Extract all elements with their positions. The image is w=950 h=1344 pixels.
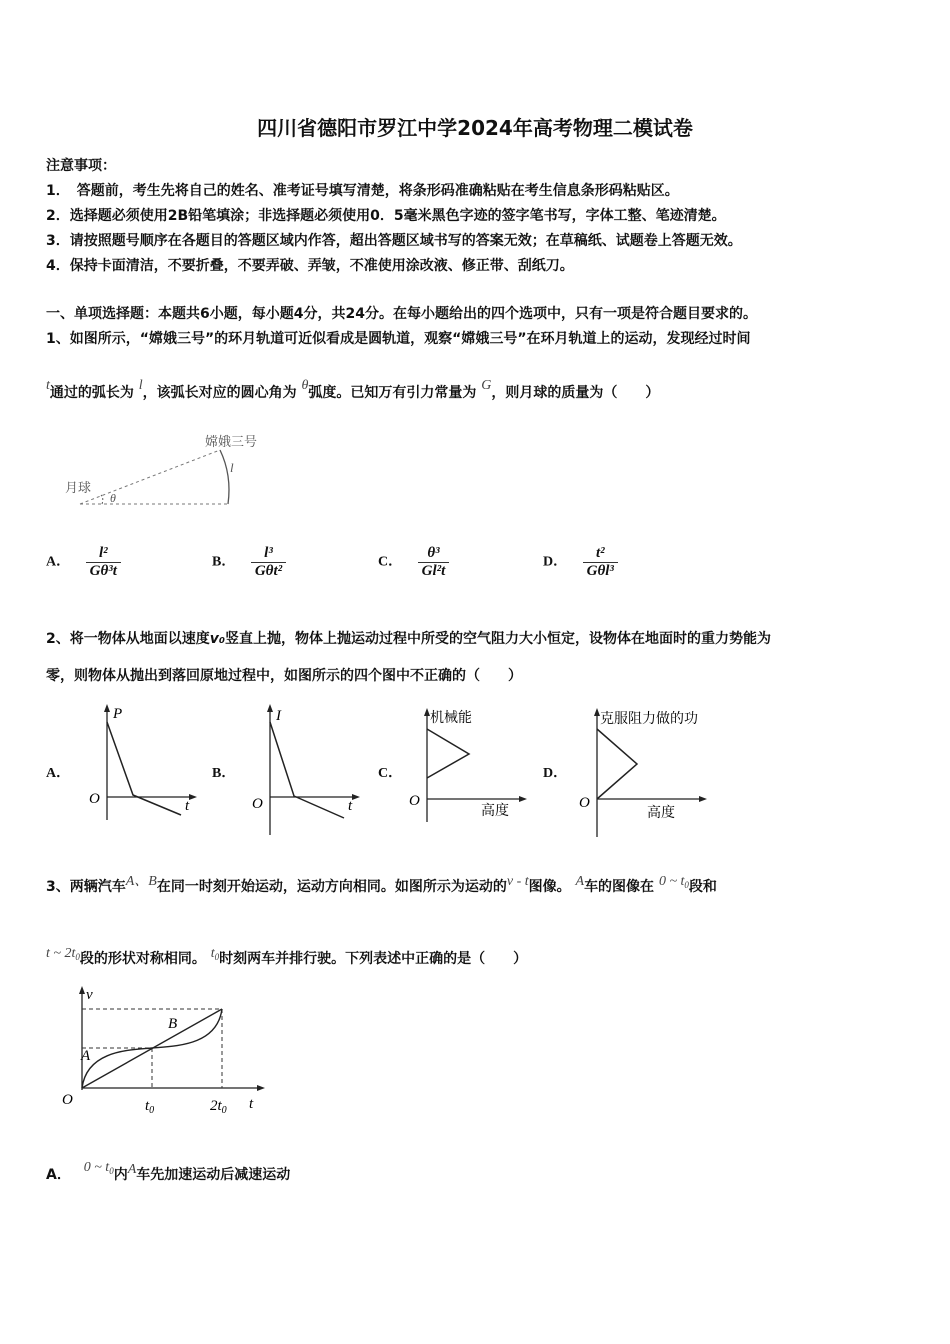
x-arrow: [352, 794, 360, 800]
var-t0: t: [210, 946, 215, 961]
fraction-denominator: Gθ³t: [86, 562, 121, 580]
q2-graph-c: [405, 702, 535, 827]
tick-t0: [145, 1098, 154, 1116]
origin-label: O: [409, 793, 420, 809]
q3-text: 图像。: [528, 879, 571, 895]
q2-graph-b: [248, 700, 363, 840]
moon-label: 月球: [65, 480, 92, 495]
var-t: t: [46, 378, 50, 393]
tick-2t0-text: 2t: [210, 1098, 222, 1114]
orbit-arc: [220, 450, 229, 504]
var-range: 0 ~ t: [83, 1160, 110, 1175]
curve-a-label: A: [81, 1048, 91, 1064]
graph-line: [427, 729, 469, 778]
q3-line1: [46, 870, 717, 896]
q3-text: 段的形状对称相同。: [79, 951, 206, 967]
option-label: A．: [46, 1167, 71, 1183]
page-title: 四川省德阳市罗江中学2024年高考物理二模试卷: [257, 116, 693, 140]
q1-orbit-figure: [60, 430, 280, 510]
q2-graph-d: [575, 702, 735, 842]
var-l: l: [138, 378, 143, 393]
subscript: 0: [684, 880, 689, 890]
x-arrow: [257, 1085, 265, 1091]
notice-item: 4．保持卡面清洁，不要折叠，不要弄破、弄皱，不准使用涂改液、修正带、刮纸刀。: [46, 258, 574, 274]
x-label: 高度: [481, 804, 509, 819]
origin-label: O: [252, 796, 263, 812]
q1-line1: 1、如图所示，“嫦娥三号”的环月轨道可近似看成是圆轨道，观察“嫦娥三号”在环月轨道上的运动，发现经过时间: [46, 331, 751, 347]
option-label: A．: [46, 554, 71, 570]
q1-option-d[interactable]: [543, 545, 618, 580]
q2-line1: [46, 628, 771, 648]
option-label: B．: [212, 554, 236, 570]
craft-label: 嫦娥三号: [205, 434, 258, 449]
var-A: A: [127, 1162, 137, 1177]
curve-b-label: B: [168, 1016, 178, 1032]
q2-option-b[interactable]: B．: [212, 766, 236, 781]
fraction-numerator: l³: [264, 545, 273, 561]
y-arrow: [104, 704, 110, 712]
q1-option-b[interactable]: [212, 545, 286, 580]
fraction-numerator: θ³: [427, 545, 440, 561]
q2-option-a[interactable]: A．: [46, 766, 71, 781]
q3-text: 在同一时刻开始运动，运动方向相同。如图所示为运动的: [156, 879, 507, 895]
tick-t0-text: t: [145, 1098, 150, 1114]
q1-line2: [46, 378, 659, 402]
graph-line: [597, 729, 637, 799]
q2-graph-a: [85, 700, 200, 825]
y-arrow: [79, 986, 85, 994]
q1-text: 弧度。已知万有引力常量为: [308, 385, 477, 401]
q1-text: ，则月球的质量为（ ）: [491, 385, 660, 401]
x-label: t: [185, 798, 190, 814]
q2-text: 竖直上抛，物体上抛运动过程中所受的空气阻力大小恒定，设物体在地面时的重力势能为: [225, 631, 772, 647]
y-label: I: [276, 708, 281, 724]
arc-label: l: [230, 460, 234, 475]
x-arrow: [699, 796, 707, 802]
x-label: t: [348, 798, 353, 814]
origin-label: O: [62, 1092, 73, 1108]
q2-text: 2、将一物体从地面以速度: [46, 631, 210, 647]
x-arrow: [519, 796, 527, 802]
q1-option-a[interactable]: [46, 545, 121, 580]
y-label: 克服阻力做的功: [600, 712, 698, 727]
fraction-numerator: l²: [98, 545, 108, 561]
fraction-denominator: Gl²t: [418, 562, 450, 580]
notice-heading: 注意事项：: [46, 158, 116, 174]
origin-label: O: [579, 795, 590, 811]
q2-option-c[interactable]: C．: [378, 766, 403, 781]
x-arrow: [189, 794, 197, 800]
tick-2t0: [210, 1098, 227, 1116]
subscript: 0: [214, 952, 220, 962]
var-range: 0 ~ t: [658, 874, 685, 889]
q3-text: 时刻两车并排行驶。下列表述中正确的是（ ）: [219, 951, 528, 967]
q3-line2: [46, 946, 527, 968]
angle-arc: [101, 495, 103, 504]
option-text: 车先加速运动后减速运动: [136, 1167, 291, 1183]
var-v0: v₀: [209, 631, 226, 647]
option-text: 内: [113, 1167, 128, 1183]
q3-option-a[interactable]: [46, 1160, 290, 1184]
subscript: 0: [109, 1166, 114, 1176]
q3-vt-graph: [55, 980, 275, 1120]
angle-label: θ: [110, 491, 116, 505]
section-heading: 一、单项选择题：本题共6小题，每小题4分，共24分。在每小题给出的四个选项中，只有一项是符合题目要求的。: [46, 306, 757, 322]
notice-item: 3．请按照题号顺序在各题目的答题区域内作答，超出答题区域书写的答案无效；在草稿纸、试题卷上答题无效。: [46, 233, 742, 249]
fraction-numerator: t²: [595, 545, 605, 561]
x-label: 高度: [647, 806, 675, 821]
q1-text: 通过的弧长为: [49, 385, 134, 401]
var-A: A: [575, 874, 585, 889]
origin-label: O: [89, 791, 100, 807]
var-range: t ~ 2t: [46, 946, 76, 961]
y-label: P: [113, 706, 123, 722]
q3-text: 3、两辆汽车: [46, 879, 126, 895]
x-label: t: [249, 1096, 254, 1112]
fraction-denominator: Gθl³: [583, 562, 618, 580]
notice-item: 2．选择题必须使用2B铅笔填涂；非选择题必须使用0．5毫米黑色字迹的签字笔书写，字体工整、笔迹清楚。: [46, 208, 726, 224]
var-theta: θ: [301, 378, 309, 393]
tick-t0-sub: 0: [149, 1105, 155, 1116]
radius-line: [80, 450, 220, 504]
notice-item: 1． 答题前，考生先将自己的姓名、准考证号填写清楚，将条形码准确粘贴在考生信息条形码粘贴区。: [46, 183, 679, 199]
option-label: D．: [543, 554, 568, 570]
q2-line2: 零，则物体从抛出到落回原地过程中，如图所示的四个图中不正确的（ ）: [46, 668, 522, 684]
graph-line: [270, 722, 344, 818]
subscript: 0: [75, 952, 80, 962]
q2-option-d[interactable]: D．: [543, 766, 568, 781]
y-arrow: [267, 704, 273, 712]
y-label: 机械能: [430, 711, 472, 726]
q3-text: 车的图像在: [584, 879, 655, 895]
q3-text: 段和: [688, 879, 717, 895]
var-G: G: [481, 378, 492, 393]
y-label: v: [86, 987, 93, 1003]
q1-option-c[interactable]: [378, 545, 449, 580]
graph-line: [107, 722, 181, 815]
var-vt: v - t: [506, 874, 529, 889]
q1-text: ，该弧长对应的圆心角为: [142, 385, 297, 401]
option-label: C．: [378, 554, 403, 570]
var-AB: A、B: [125, 874, 157, 889]
tick-2t0-sub: 0: [221, 1105, 227, 1116]
fraction-denominator: Gθt²: [251, 562, 286, 580]
